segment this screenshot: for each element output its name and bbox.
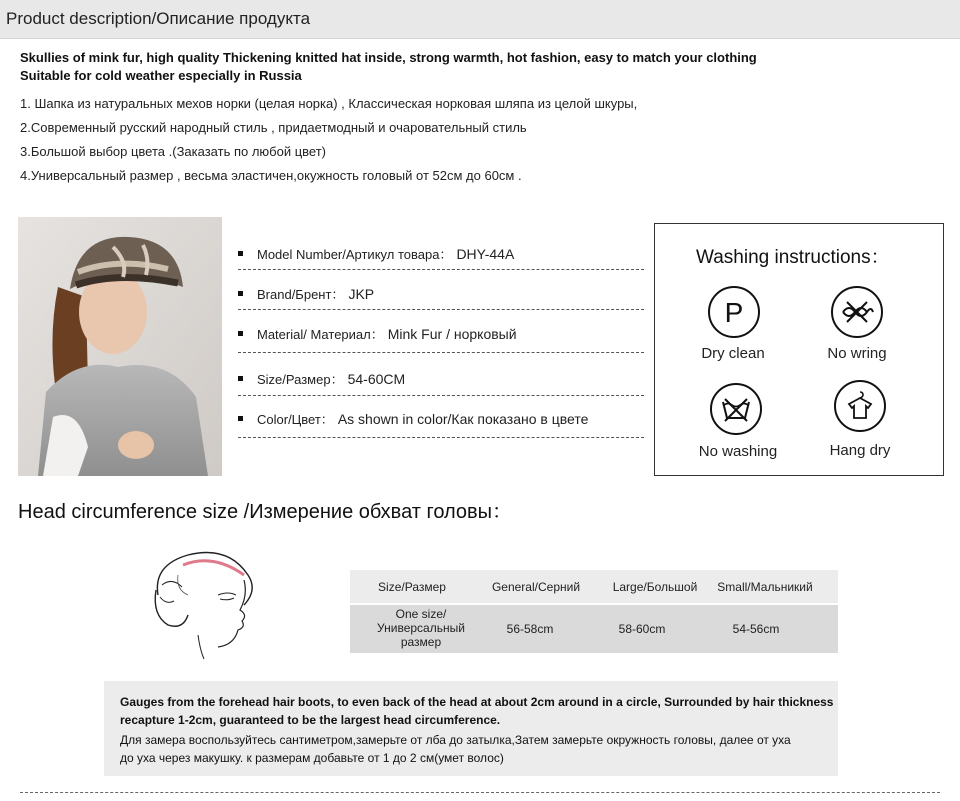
no-wring-icon — [831, 286, 883, 338]
no-washing-icon — [710, 383, 762, 435]
table-header-cell: Large/Большой — [612, 580, 698, 594]
intro-text — [20, 49, 757, 85]
table-cell: 58-60cm — [618, 622, 666, 636]
product-photo — [18, 217, 222, 476]
intro-line: Skullies of mink fur, high quality Thickening knitted hat inside, strong warmth, hot fashion, easy to match your clothing — [20, 50, 757, 65]
table-cell: 56-58cm — [506, 622, 554, 636]
spec-material — [238, 324, 644, 343]
spec-value: Mink Fur / норковый — [387, 326, 517, 342]
spec-brand — [238, 284, 644, 303]
spec-value: JKP — [348, 286, 375, 302]
spec-value: As shown in color/Как показано в цвете — [337, 411, 589, 427]
feature-line: 1. Шапка из натуральных мехов норки (целая норка) , Классическая норковая шляпа из целой шкуры, — [20, 96, 638, 111]
divider — [238, 395, 644, 396]
spec-value: DHY-44A — [456, 246, 515, 262]
washing-label: No wring — [827, 345, 887, 362]
model-wearing-hat-illustration — [18, 217, 222, 476]
washing-label: Dry clean — [701, 345, 765, 362]
spec-size — [238, 369, 644, 388]
intro-line: Suitable for cold weather especially in Russia — [20, 68, 302, 83]
bullet-icon — [238, 376, 243, 381]
divider — [238, 309, 644, 310]
spec-label: Size/Размер： — [257, 372, 344, 387]
bottom-divider — [20, 792, 940, 793]
feature-line: 3.Большой выбор цвета .(Заказать по любой цвет) — [20, 144, 327, 159]
divider — [238, 352, 644, 353]
note-line: recapture 1-2cm, guaranteed to be the largest head circumference. — [120, 713, 501, 727]
head-measure-sketch — [148, 535, 268, 660]
spec-color — [238, 409, 644, 428]
spec-value: 54-60CM — [347, 371, 406, 387]
note-line: Gauges from the forehead hair boots, to even back of the head at about 2cm around in a circle, Surrounded by hair thickness — [120, 695, 834, 709]
washing-label: No washing — [698, 443, 778, 460]
size-label-line: размер — [400, 635, 442, 649]
washing-label: Hang dry — [829, 442, 891, 459]
measurement-note — [104, 681, 838, 776]
spec-label: Brand/Брент： — [257, 287, 345, 302]
feature-line: 4.Универсальный размер , весьма эластичен,окужность головый от 52см до 60см . — [20, 168, 522, 183]
feature-line: 2.Современный русский народный стиль , придаетмодный и очаровательный стиль — [20, 120, 527, 135]
divider — [238, 437, 644, 438]
spec-label: Material/ Материал： — [257, 327, 384, 342]
section-header — [0, 0, 960, 39]
svg-text:P: P — [724, 297, 744, 328]
hang-dry-icon — [834, 380, 886, 432]
note-line: до уха через макушку. к размерам добавьте от 1 до 2 см(умет волос) — [120, 751, 504, 765]
table-header-cell: Size/Размер — [378, 580, 446, 594]
table-cell: 54-56cm — [732, 622, 780, 636]
bullet-icon — [238, 291, 243, 296]
note-line: Для замера воспользуйтесь сантиметром,замерьте от лба до затылка,Затем замерьте окружность головы, далее от уха — [120, 733, 791, 747]
table-header — [350, 570, 838, 603]
size-label-line: Универсальный — [377, 621, 465, 635]
spec-model-number — [238, 244, 644, 263]
table-header-cell: General/Серний — [491, 580, 581, 594]
table-row — [350, 605, 838, 653]
size-table — [350, 570, 838, 653]
spec-label: Color/Цвет： — [257, 412, 334, 427]
spec-label: Model Number/Артикул товара： — [257, 247, 453, 262]
bullet-icon — [238, 331, 243, 336]
washing-title: Washing instructions： — [696, 247, 890, 268]
dry-clean-icon — [708, 286, 760, 338]
table-header-cell: Small/Мальникий — [717, 580, 813, 594]
section-title: Product description/Описание продукта — [6, 9, 311, 28]
bullet-icon — [238, 416, 243, 421]
head-circumference-title: Head circumference size /Измерение обхват головы： — [18, 501, 513, 523]
bullet-icon — [238, 251, 243, 256]
divider — [238, 269, 644, 270]
size-label-line: One size/ — [395, 607, 447, 621]
